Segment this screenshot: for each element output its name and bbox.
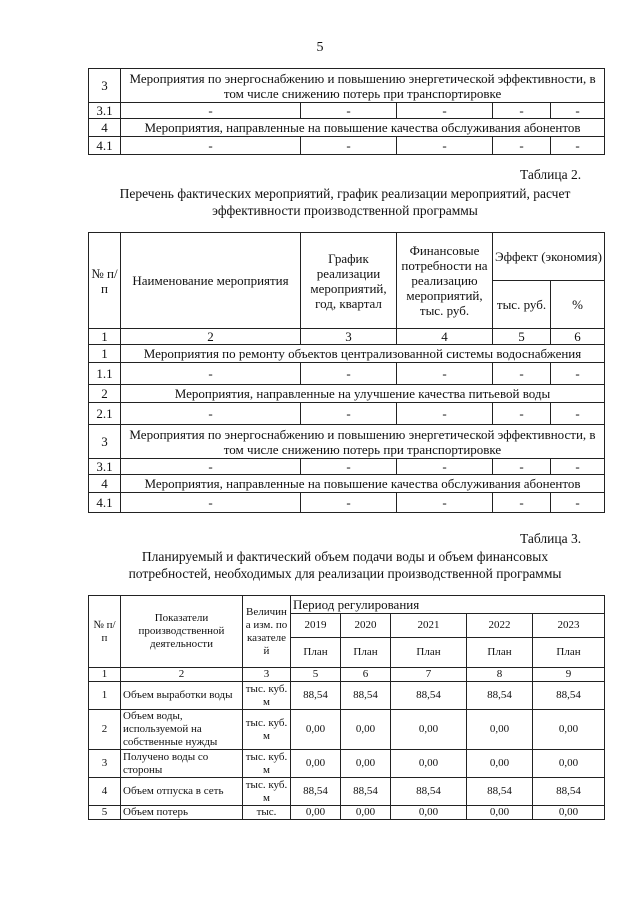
value: 0,00 [391,806,467,820]
table-row [89,493,605,513]
value: 0,00 [467,750,533,778]
row-number: 4 [89,119,121,137]
value: 88,54 [291,778,341,806]
table-1-continuation [88,68,605,155]
value: 0,00 [533,710,605,750]
row-number: 3.1 [89,459,121,475]
value: 88,54 [391,682,467,710]
header-effect: Эффект (экономия) [493,233,605,281]
row-number: 1 [89,345,121,363]
value: 0,00 [291,806,341,820]
row-number: 1.1 [89,363,121,385]
cell: - [397,493,493,513]
table-3-caption: Таблица 3. [520,531,582,546]
table-row [89,137,605,155]
cell: - [121,459,301,475]
column-number: 1 [89,329,121,345]
header-name: Наименование мероприятия [121,233,301,329]
indicator-name: Объем отпуска в сеть [121,778,243,806]
table-row [89,806,605,820]
row-number: 2.1 [89,403,121,425]
value: 0,00 [341,750,391,778]
column-numbers-row [89,329,605,345]
header-plan: План [341,638,391,668]
row-number: 2 [89,385,121,403]
column-number: 4 [397,329,493,345]
cell: - [121,137,301,155]
header-indicator: Показатели производственной деятельности [121,596,243,668]
header-plan: План [291,638,341,668]
cell: - [551,403,605,425]
table-row [89,710,605,750]
cell: - [301,363,397,385]
table-2-caption: Таблица 2. [520,167,582,182]
column-number: 1 [89,668,121,682]
section-title: Мероприятия по энергоснабжению и повышению энергетической эффективности, в том числе снижению потерь при транспортировке [121,425,605,459]
table-row [89,119,605,137]
value: 0,00 [341,710,391,750]
value: 0,00 [467,806,533,820]
cell: - [551,459,605,475]
cell: - [551,363,605,385]
section-title: Мероприятия по энергоснабжению и повышению энергетической эффективности, в том числе снижению потерь при транспортировке [121,69,605,103]
header-num: № п/ п [89,233,121,329]
cell: - [121,103,301,119]
value: 0,00 [467,710,533,750]
table-row [89,403,605,425]
header-year: 2021 [391,614,467,638]
row-number: 4.1 [89,493,121,513]
unit: тыс. куб. м [243,710,291,750]
cell: - [121,493,301,513]
value: 0,00 [341,806,391,820]
cell: - [121,403,301,425]
value: 0,00 [391,710,467,750]
cell: - [493,459,551,475]
value: 88,54 [341,682,391,710]
cell: - [301,459,397,475]
column-numbers-row [89,668,605,682]
row-number: 4 [89,475,121,493]
column-number: 6 [551,329,605,345]
section-title: Мероприятия, направленные на улучшение качества питьевой воды [121,385,605,403]
unit: тыс. куб. м [243,682,291,710]
section-title: Мероприятия, направленные на повышение качества обслуживания абонентов [121,119,605,137]
cell: - [397,103,493,119]
cell: - [301,403,397,425]
cell: - [121,363,301,385]
row-number: 3.1 [89,103,121,119]
cell: - [397,403,493,425]
cell: - [301,137,397,155]
table-row [89,750,605,778]
cell: - [493,137,551,155]
header-plan: План [533,638,605,668]
indicator-name: Объем воды, используемой на собственные нужды [121,710,243,750]
unit: тыс. [243,806,291,820]
table-row [89,69,605,103]
column-number: 9 [533,668,605,682]
header-effect-rub: тыс. руб. [493,281,551,329]
header-plan: План [391,638,467,668]
column-number: 2 [121,668,243,682]
cell: - [551,103,605,119]
column-number: 5 [291,668,341,682]
cell: - [551,137,605,155]
header-unit: Величина изм. показателей [243,596,291,668]
column-number: 3 [301,329,397,345]
value: 0,00 [291,750,341,778]
header-year: 2020 [341,614,391,638]
table-row [89,103,605,119]
section-title: Мероприятия, направленные на повышение качества обслуживания абонентов [121,475,605,493]
indicator-name: Объем потерь [121,806,243,820]
cell: - [301,493,397,513]
table-row [89,475,605,493]
value: 88,54 [533,682,605,710]
cell: - [397,459,493,475]
column-number: 6 [341,668,391,682]
header-schedule: График реализации мероприятий, год, квартал [301,233,397,329]
page-number: 5 [316,40,324,55]
table-row [89,385,605,403]
table-2 [88,232,605,513]
cell: - [397,363,493,385]
value: 0,00 [533,806,605,820]
header-num: № п/п [89,596,121,668]
table-row [89,778,605,806]
header-year: 2019 [291,614,341,638]
column-number: 3 [243,668,291,682]
table-row [89,682,605,710]
table-row [89,459,605,475]
cell: - [493,403,551,425]
cell: - [493,363,551,385]
value: 88,54 [341,778,391,806]
table-3 [88,595,605,820]
table-row [89,425,605,459]
table-row [89,345,605,363]
table-2-title: Перечень фактических мероприятий, график реализации мероприятий, расчет эффективности производственной программы [119,186,571,218]
value: 0,00 [533,750,605,778]
row-number: 5 [89,806,121,820]
cell: - [301,103,397,119]
row-number: 2 [89,710,121,750]
value: 88,54 [467,682,533,710]
cell: - [397,137,493,155]
column-number: 8 [467,668,533,682]
row-number: 3 [89,750,121,778]
header-plan: План [467,638,533,668]
cell: - [493,493,551,513]
row-number: 3 [89,425,121,459]
column-number: 5 [493,329,551,345]
column-number: 7 [391,668,467,682]
value: 88,54 [467,778,533,806]
value: 0,00 [291,710,341,750]
header-year: 2022 [467,614,533,638]
unit: тыс. куб. м [243,778,291,806]
header-row [89,233,605,281]
row-number: 4 [89,778,121,806]
value: 88,54 [391,778,467,806]
cell: - [551,493,605,513]
section-title: Мероприятия по ремонту объектов централизованной системы водоснабжения [121,345,605,363]
value: 88,54 [533,778,605,806]
header-row [89,596,605,614]
value: 0,00 [391,750,467,778]
table-3-title: Планируемый и фактический объем подачи воды и объем финансовых потребностей, необходимых для реализации производственной программы [128,549,562,581]
row-number: 3 [89,69,121,103]
row-number: 1 [89,682,121,710]
indicator-name: Получено воды со стороны [121,750,243,778]
header-year: 2023 [533,614,605,638]
cell: - [493,103,551,119]
row-number: 4.1 [89,137,121,155]
indicator-name: Объем выработки воды [121,682,243,710]
header-period: Период регулирования [291,596,605,614]
header-effect-pct: % [551,281,605,329]
header-finance: Финансовые потребности на реализацию мероприятий, тыс. руб. [397,233,493,329]
unit: тыс. куб. м [243,750,291,778]
column-number: 2 [121,329,301,345]
table-row [89,363,605,385]
value: 88,54 [291,682,341,710]
